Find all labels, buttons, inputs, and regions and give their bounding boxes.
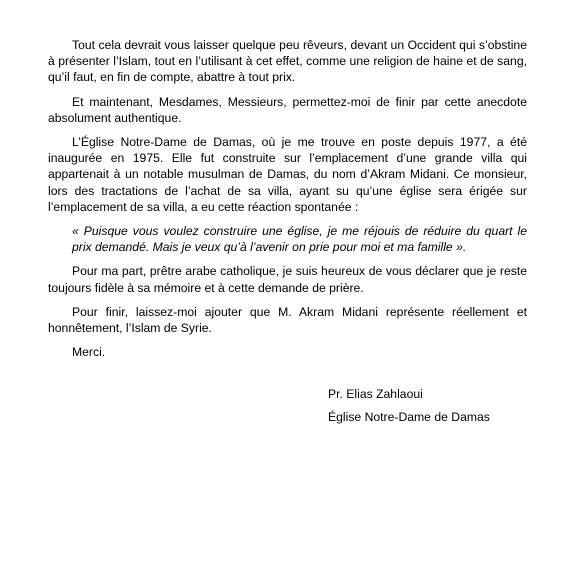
letter-body [48, 37, 527, 360]
paragraph-anecdote-intro: Et maintenant, Mesdames, Messieurs, permettez-moi de finir par cette anecdote absolument authentique. [48, 94, 527, 125]
paragraph-fidelity: Pour ma part, prêtre arabe catholique, je suis heureux de vous déclarer que je reste toujours fidèle à sa mémoire et à cette demande de prière. [48, 264, 527, 295]
paragraph-conclusion: Pour finir, laissez-moi ajouter que M. Akram Midani représente réellement et honnêtement, l’Islam de Syrie. [48, 304, 527, 336]
paragraph-occident: Tout cela devrait vous laisser quelque peu rêveurs, devant un Occident qui s’obstine à présenter l’Islam, tout en l’utilisant à cet effet, comme une religion de haine et de sang, qu’il faut, en fin de compte, abattre à tout prix. [48, 38, 527, 85]
quote-akram-midani: « Puisque vous voulez construire une église, je me réjouis de réduire du quart le prix demandé. Mais je veux qu’à l’avenir on prie pour moi et ma famille ». [72, 224, 527, 255]
signoff-text: Merci. [72, 345, 106, 360]
signature-name: Pr. Elias Zahlaoui [328, 387, 423, 401]
signature-block [328, 383, 490, 429]
paragraph-church-history: L’Église Notre-Dame de Damas, où je me trouve en poste depuis 1977, a été inaugurée en 1975. Elle fut construite sur l’emplacement d’une grande villa qui appartenait à un notable musulman de Damas, du nom d’Akram Midani. Ce monsieur, lors des tractations de l’achat de sa villa, ayant su qu’une église sera érigée sur l’emplacement de sa villa, a eu cette réaction spontanée : [48, 135, 527, 214]
signature-affiliation: Église Notre-Dame de Damas [328, 410, 490, 424]
